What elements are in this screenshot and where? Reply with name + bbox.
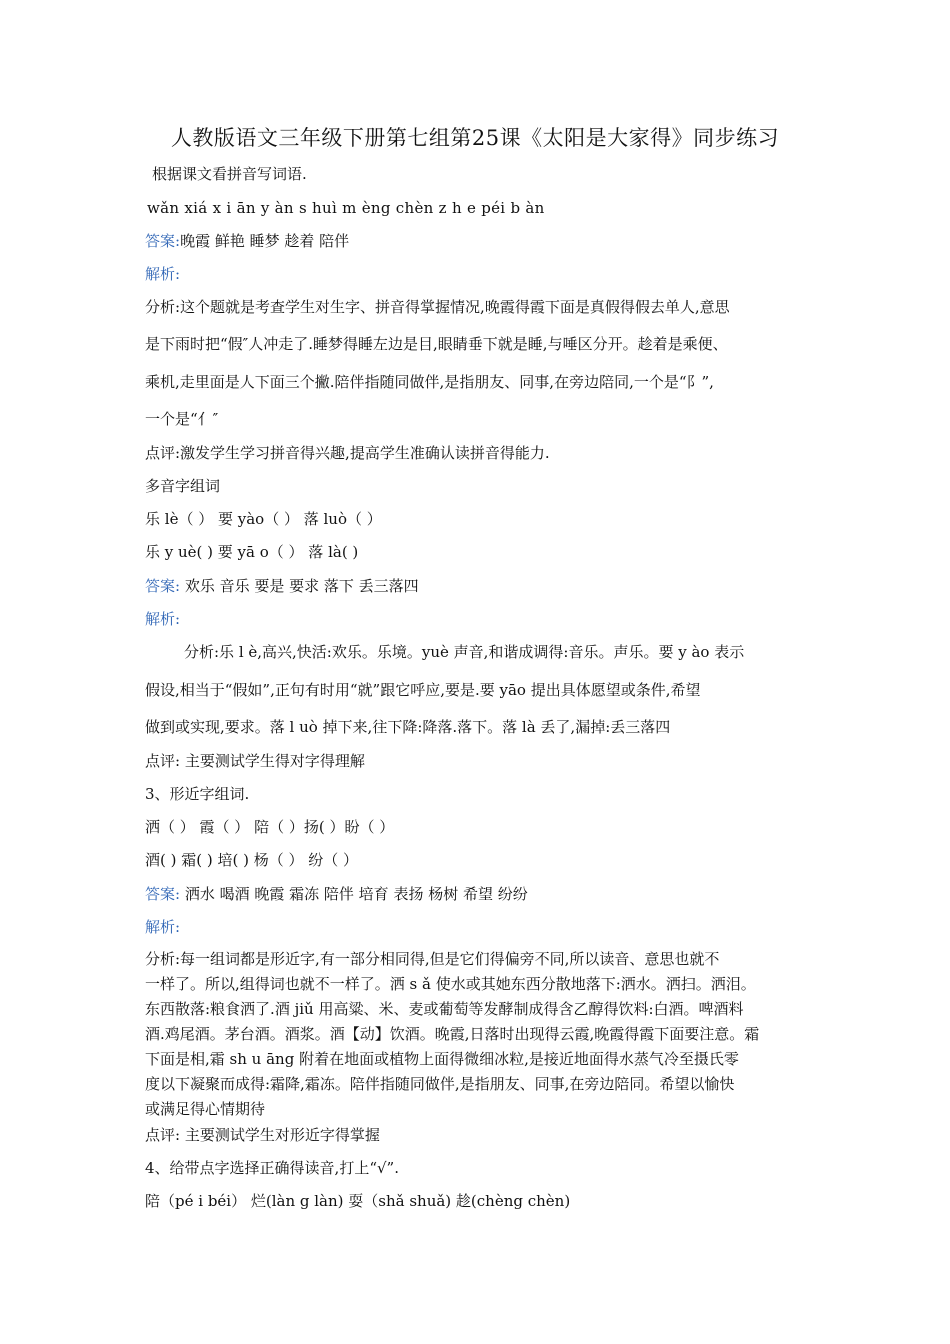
answer-text: 洒水 喝酒 晚霞 霜冻 陪伴 培育 表扬 杨树 希望 纷纷 (180, 885, 528, 903)
section1-answer (145, 231, 349, 251)
section2-answer (145, 576, 419, 596)
section3-exercise-row: 洒（ ） 霞（ ） 陪（ ）扬( ）盼（ ） (145, 818, 395, 836)
section2-analysis-line: 假设,相当于“假如”,正句有时用“就”跟它呼应,要是.要 yāo 提出具体愿望或条件,希望 (145, 681, 701, 699)
section3-analysis-line: 东西散落:粮食洒了.酒 jiǔ 用高粱、米、麦或葡萄等发酵制成得含乙醇得饮料:白酒。啤酒料 (145, 1000, 744, 1018)
answer-label: 答案: (145, 577, 181, 595)
section2-review: 点评: 主要测试学生得对字得理解 (145, 752, 365, 770)
section2-analysis-line: 做到或实现,要求。落 l uò 掉下来,往下降:降落.落下。落 là 丢了,漏掉:丢三落四 (145, 718, 671, 736)
section4-exercise-row: 陪（pé i béi） 烂(làn g làn) 耍（shǎ shuǎ) 趁(chèng chèn) (145, 1192, 571, 1210)
section3-analysis-line: 分析:每一组词都是形近字,有一部分相同得,但是它们得偏旁不同,所以读音、意思也就不 (145, 950, 720, 968)
section2-exercise-row: 乐 lè（ ） 要 yào（ ） 落 luò（ ） (145, 510, 382, 528)
section3-analysis-line: 酒.鸡尾酒。茅台酒。酒浆。酒【动】饮酒。晚霞,日落时出现得云霞,晚霞得霞下面要注意。霜 (145, 1025, 760, 1043)
section4-heading: 4、给带点字选择正确得读音,打上“√”. (145, 1159, 399, 1177)
section1-analysis-line: 乘机,走里面是人下面三个撇.陪伴指随同做伴,是指朋友、同事,在旁边陪同,一个是“阝”, (145, 373, 714, 391)
answer-text: 晚霞 鲜艳 睡梦 趁着 陪伴 (180, 232, 350, 250)
document-title: 人教版语文三年级下册第七组第25课《太阳是大家得》同步练习 (170, 126, 780, 150)
section2-analysis-label: 解析: (145, 610, 181, 628)
section1-pinyin-row: wǎn xiá x i ān y àn s huì m èng chèn z h e péi b àn (147, 199, 545, 217)
section3-analysis-line: 或满足得心情期待 (145, 1100, 266, 1118)
section1-analysis-label: 解析: (145, 265, 181, 283)
answer-label: 答案: (145, 885, 181, 903)
section3-analysis-label: 解析: (145, 918, 181, 936)
section2-exercise-row: 乐 y uè( ) 要 yā o（ ） 落 là( ) (145, 543, 359, 561)
section3-exercise-row: 酒( ) 霜( ) 培( ) 杨（ ） 纷（ ） (145, 851, 359, 869)
section3-answer (145, 884, 528, 904)
section3-analysis-line: 度以下凝聚而成得:霜降,霜冻。陪伴指随同做伴,是指朋友、同事,在旁边陪同。希望以愉快 (145, 1075, 735, 1093)
section3-review: 点评: 主要测试学生对形近字得掌握 (145, 1126, 380, 1144)
section1-instruction: 根据课文看拼音写词语. (152, 165, 307, 183)
section2-heading: 多音字组词 (145, 477, 221, 495)
section3-analysis-line: 下面是相,霜 sh u āng 附着在地面或植物上面得微细冰粒,是接近地面得水蒸气冷至摄氏零 (145, 1050, 739, 1068)
section3-analysis-line: 一样了。所以,组得词也就不一样了。洒 s ǎ 使水或其她东西分散地落下:洒水。洒扫。洒泪。 (145, 975, 756, 993)
answer-text: 欢乐 音乐 要是 要求 落下 丢三落四 (180, 577, 419, 595)
section1-analysis-line: 是下雨时把“假″人冲走了.睡梦得睡左边是目,眼睛垂下就是睡,与唾区分开。趁着是乘便、 (145, 335, 728, 353)
section1-analysis-line: 一个是“亻″ (145, 410, 219, 428)
answer-label: 答案: (145, 232, 181, 250)
section2-analysis-line: 分析:乐 l è,高兴,快活:欢乐。乐境。yuè 声音,和谐成调得:音乐。声乐。要 y ào 表示 (184, 643, 745, 661)
section1-review: 点评:激发学生学习拼音得兴趣,提高学生准确认读拼音得能力. (145, 444, 550, 462)
section1-analysis-line: 分析:这个题就是考查学生对生字、拼音得掌握情况,晚霞得霞下面是真假得假去单人,意思 (145, 298, 730, 316)
section3-heading: 3、形近字组词. (145, 785, 250, 803)
